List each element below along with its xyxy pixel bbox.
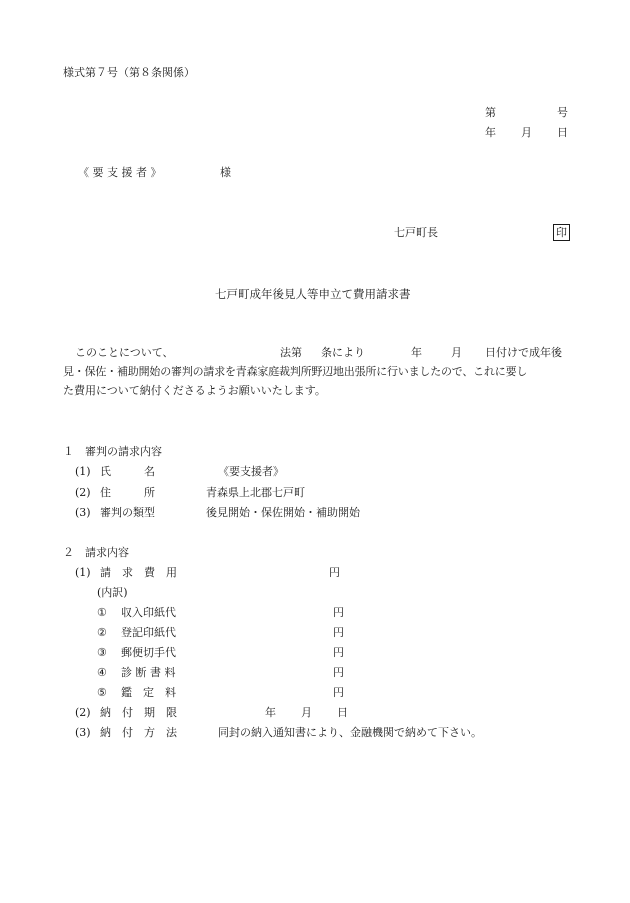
- addressee-honorific: 様: [220, 166, 231, 179]
- request-item-unit: 円: [329, 566, 340, 579]
- section1-item-label: 審判の類型: [100, 506, 155, 519]
- section1-item-number: (3): [75, 506, 91, 519]
- section1-item-value: 《要支援者》: [218, 465, 284, 478]
- section1-item-number: (2): [75, 486, 91, 499]
- date-day: 日: [557, 126, 568, 139]
- issuer-title: 七戸町長: [394, 226, 438, 239]
- body-text-3: 条により: [321, 346, 365, 359]
- breakdown-number: ⑤: [97, 686, 107, 699]
- breakdown-unit: 円: [333, 686, 344, 699]
- section1-heading: １ 審判の請求内容: [63, 445, 162, 458]
- breakdown-number: ④: [97, 666, 107, 679]
- section2-heading: ２ 請求内容: [63, 546, 129, 559]
- body-text-5: 月: [451, 346, 462, 359]
- payment-method-label: 納 付 方 法: [100, 726, 177, 739]
- seal-mark: 印: [553, 224, 570, 241]
- request-item-label: 請 求 費 用: [100, 566, 177, 579]
- deadline-month: 月: [301, 706, 312, 719]
- body-text-6: 日付けで成年後: [485, 346, 562, 359]
- deadline-day: 日: [337, 706, 348, 719]
- addressee-name: 《 要 支 援 者 》: [78, 166, 162, 179]
- breakdown-unit: 円: [333, 606, 344, 619]
- section1-item-value: 後見開始・保佐開始・補助開始: [206, 506, 360, 519]
- breakdown-unit: 円: [333, 666, 344, 679]
- request-item-number: (1): [75, 566, 91, 579]
- doc-number-prefix: 第: [485, 106, 496, 119]
- body-text-line2: 見・保佐・補助開始の審判の請求を青森家庭裁判所野辺地出張所に行いましたので、これに要し: [63, 365, 528, 378]
- breakdown-number: ①: [97, 606, 107, 619]
- payment-method-number: (3): [75, 726, 91, 739]
- date-year: 年: [485, 126, 496, 139]
- form-number: 様式第７号（第８条関係）: [63, 66, 195, 79]
- breakdown-number: ②: [97, 626, 107, 639]
- section1-item-label: 氏 名: [100, 465, 155, 478]
- deadline-item-number: (2): [75, 706, 91, 719]
- breakdown-label: (内訳): [97, 586, 128, 599]
- breakdown-label-item: 診 断 書 料: [121, 666, 176, 679]
- breakdown-label-item: 登記印紙代: [121, 626, 176, 639]
- breakdown-label-item: 郵便切手代: [121, 646, 176, 659]
- section1-item-number: (1): [75, 465, 91, 478]
- breakdown-unit: 円: [333, 646, 344, 659]
- payment-method-value: 同封の納入通知書により、金融機関で納めて下さい。: [218, 726, 482, 739]
- body-text-1: このことについて、: [75, 346, 174, 359]
- body-text-2: 法第: [280, 346, 302, 359]
- deadline-year: 年: [265, 706, 276, 719]
- section1-item-label: 住 所: [100, 486, 155, 499]
- document-title: 七戸町成年後見人等申立て費用請求書: [215, 287, 411, 301]
- breakdown-label-item: 鑑 定 料: [121, 686, 176, 699]
- breakdown-unit: 円: [333, 626, 344, 639]
- date-month: 月: [521, 126, 532, 139]
- section1-item-value: 青森県上北郡七戸町: [206, 486, 305, 499]
- body-text-4: 年: [411, 346, 422, 359]
- breakdown-label-item: 収入印紙代: [121, 606, 176, 619]
- deadline-item-label: 納 付 期 限: [100, 706, 177, 719]
- body-text-line3: た費用について納付くださるようお願いいたします。: [63, 384, 326, 397]
- doc-number-suffix: 号: [557, 106, 568, 119]
- breakdown-number: ③: [97, 646, 107, 659]
